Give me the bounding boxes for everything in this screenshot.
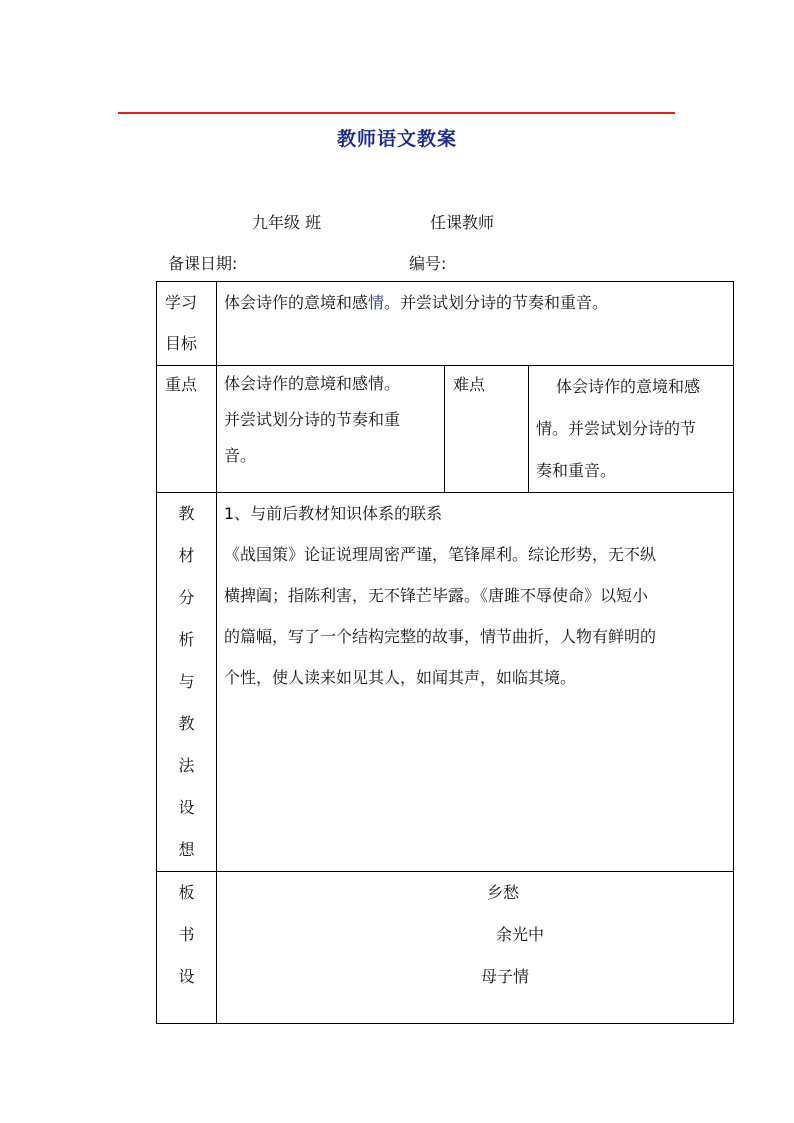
goal-label-line: 目标 xyxy=(165,334,198,353)
analysis-label-char: 想 xyxy=(178,840,195,859)
page-title: 教师语文教案 xyxy=(336,128,457,150)
key-line: 音。 xyxy=(224,446,257,465)
difficulty-line: 奏和重音。 xyxy=(536,461,617,480)
grade-class-label: 九年级 班 xyxy=(252,213,322,232)
board-label-char: 书 xyxy=(178,925,195,944)
board-text-cell xyxy=(217,872,734,1024)
goal-row xyxy=(157,282,734,366)
difficulty-line: 体会诗作的意境和感 xyxy=(556,377,701,396)
board-line: 余光中 xyxy=(495,925,544,944)
key-line: 体会诗作的意境和感情。 xyxy=(224,374,401,393)
goal-label-line: 学习 xyxy=(165,293,198,312)
difficulty-line: 情。并尝试划分诗的节 xyxy=(536,419,697,438)
analysis-label-char: 设 xyxy=(178,798,195,817)
analysis-label-char: 析 xyxy=(178,630,195,649)
analysis-label-char: 材 xyxy=(178,546,195,565)
board-label-cell xyxy=(157,872,217,1024)
analysis-label-cell xyxy=(157,493,217,872)
analysis-line: 横捭阖；指陈利害，无不锋芒毕露。《唐雎不辱使命》以短小 xyxy=(224,586,649,605)
difficulty-text-cell xyxy=(529,366,734,493)
analysis-label-char: 分 xyxy=(178,588,195,607)
analysis-label-char: 法 xyxy=(178,756,195,775)
difficulty-label: 难点 xyxy=(445,366,529,493)
analysis-text-cell xyxy=(217,493,734,872)
analysis-row xyxy=(157,493,734,872)
analysis-label-char: 教 xyxy=(178,714,195,733)
key-difficulty-row xyxy=(157,366,734,493)
goal-text: 体会诗作的意境和感情。并尝试划分诗的节奏和重音。 xyxy=(224,293,609,312)
board-line: 母子情 xyxy=(480,967,529,986)
lesson-plan-table xyxy=(156,281,734,1024)
key-text-cell xyxy=(217,366,445,493)
board-label-char: 设 xyxy=(178,967,195,986)
key-label: 重点 xyxy=(157,366,217,493)
prep-date-label: 备课日期: xyxy=(168,254,238,273)
goal-label-cell xyxy=(157,282,217,366)
analysis-line: 个性，使人读来如见其人，如闻其声，如临其境。 xyxy=(224,668,577,687)
number-label: 编号: xyxy=(409,254,447,273)
header-accent-line xyxy=(118,112,675,114)
teacher-label: 任课教师 xyxy=(430,213,495,232)
board-row xyxy=(157,872,734,1024)
analysis-label-char: 与 xyxy=(178,672,195,691)
board-label-char: 板 xyxy=(178,883,195,902)
key-line: 并尝试划分诗的节奏和重 xyxy=(224,410,401,429)
analysis-label-char: 教 xyxy=(178,504,195,523)
goal-text-cell xyxy=(217,282,734,366)
analysis-line: 的篇幅，写了一个结构完整的故事，情节曲折，人物有鲜明的 xyxy=(224,627,657,646)
board-line: 乡愁 xyxy=(486,883,519,902)
analysis-line: 《战国策》论证说理周密严谨，笔锋犀利。综论形势，无不纵 xyxy=(224,545,657,564)
analysis-heading: 1、与前后教材知识体系的联系 xyxy=(224,504,443,523)
